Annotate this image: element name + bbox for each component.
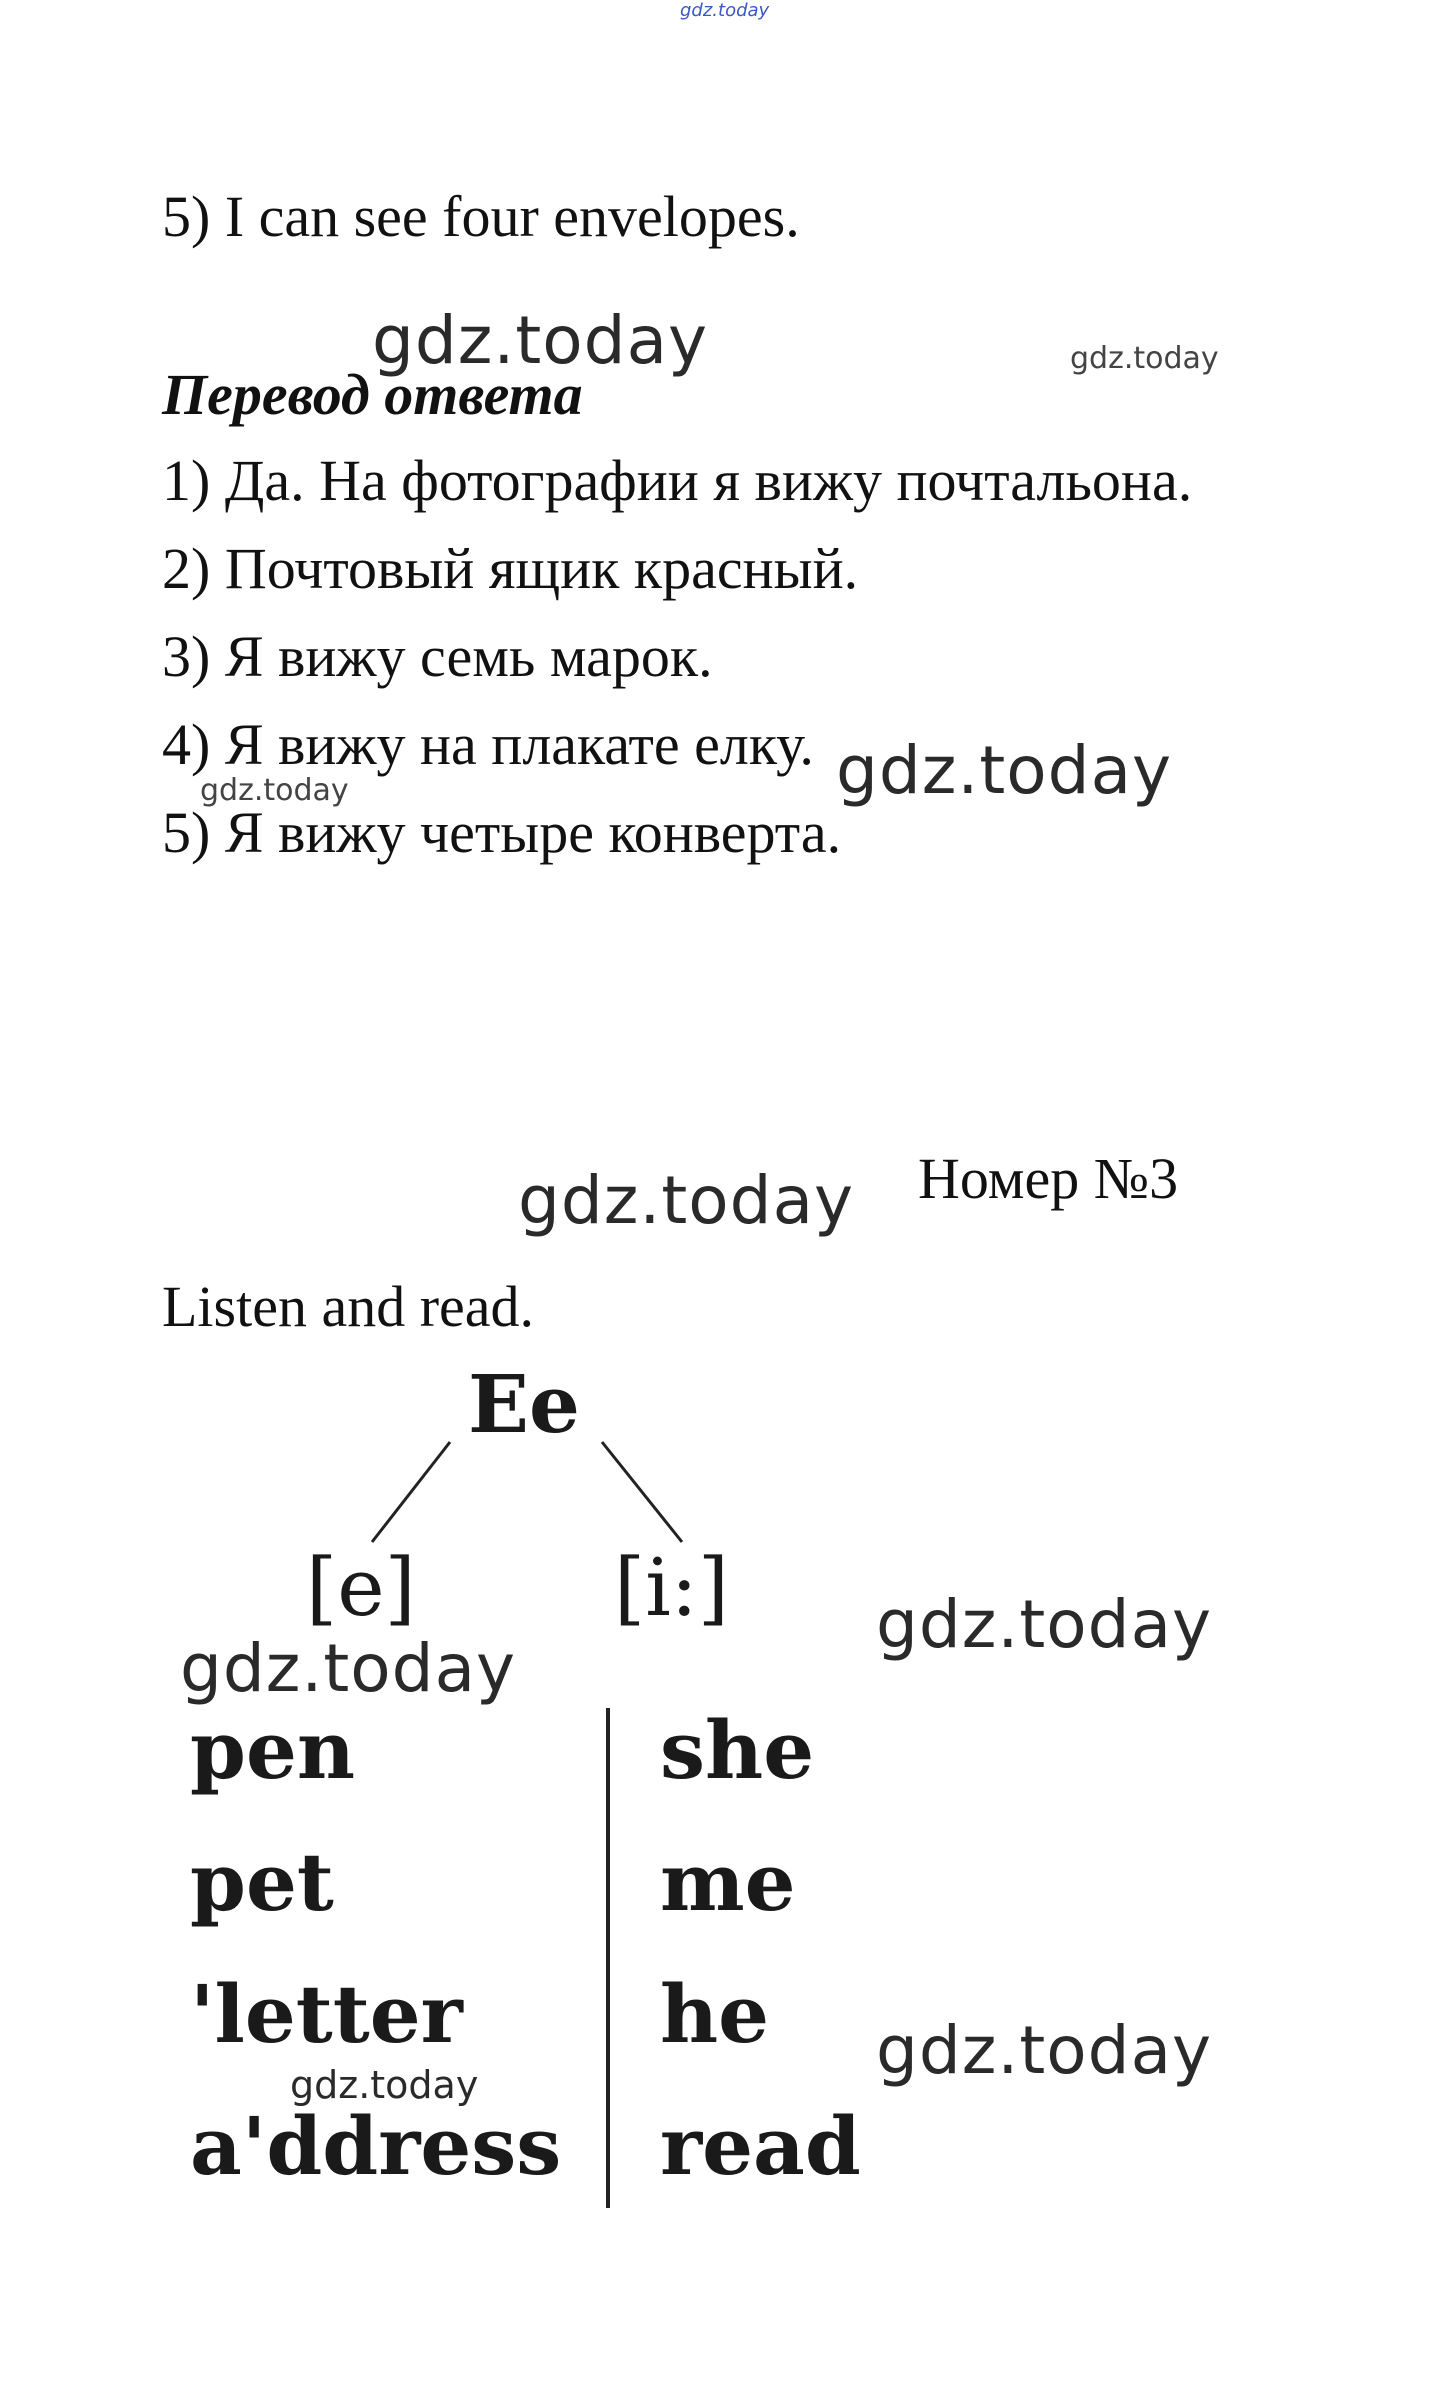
watermark: gdz.today (1070, 341, 1219, 376)
watermark: gdz.today (876, 2012, 1213, 2089)
word-e-3: 'letter (190, 1967, 463, 2061)
task-number: Номер №3 (918, 1146, 1179, 1211)
sound-left: [e] (306, 1541, 416, 1634)
word-i-1: she (660, 1703, 815, 1797)
translation-line-4: 4) Я вижу на плакате елку. (162, 712, 814, 777)
word-e-4: a'ddress (190, 2099, 562, 2193)
watermark: gdz.today (836, 732, 1173, 809)
branch-left (372, 1442, 450, 1542)
watermark: gdz.today (200, 773, 349, 808)
watermark: gdz.today (180, 1630, 517, 1707)
task-instruction: Listen and read. (162, 1274, 535, 1339)
word-i-3: he (660, 1967, 770, 2061)
answer-line-5: 5) I can see four envelopes. (162, 184, 800, 249)
translation-line-3: 3) Я вижу семь марок. (162, 624, 713, 689)
translation-heading: Перевод ответа (162, 362, 583, 427)
word-e-2: pet (190, 1835, 334, 1929)
word-e-1: pen (190, 1703, 355, 1797)
word-i-4: read (660, 2099, 861, 2193)
translation-line-2: 2) Почтовый ящик красный. (162, 536, 859, 601)
watermark: gdz.today (290, 2063, 479, 2107)
sound-right: [i:] (614, 1541, 729, 1634)
scheme-divider (606, 1708, 610, 2208)
translation-line-1: 1) Да. На фотографии я вижу почтальона. (162, 448, 1193, 513)
word-i-2: me (660, 1835, 796, 1929)
translation-line-5: 5) Я вижу четыре конверта. (162, 800, 842, 865)
branch-right (602, 1442, 682, 1542)
watermark-top: gdz.today (680, 0, 770, 21)
watermark: gdz.today (372, 302, 709, 379)
scheme-letter: Ee (468, 1357, 580, 1451)
watermark: gdz.today (876, 1586, 1213, 1663)
watermark: gdz.today (518, 1162, 855, 1239)
